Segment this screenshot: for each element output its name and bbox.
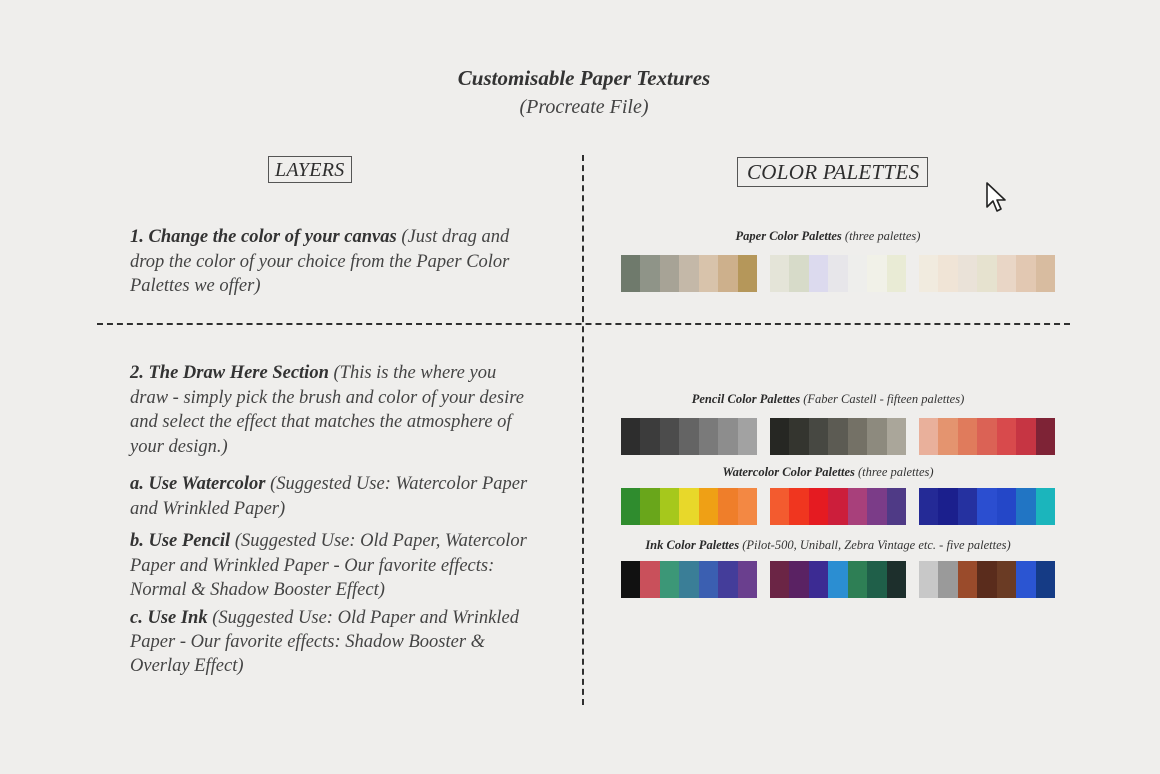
step-2-heading: 2. The Draw Here Section	[130, 363, 329, 383]
ink-palette-3-swatch[interactable]	[1036, 561, 1055, 598]
pencil-palette-3[interactable]	[919, 418, 1055, 455]
ink-palette-3-swatch[interactable]	[997, 561, 1016, 598]
step-b-heading: b. Use Pencil	[130, 531, 231, 551]
ink-palette-2-swatch[interactable]	[828, 561, 847, 598]
pencil-palette-3-swatch[interactable]	[1016, 418, 1035, 455]
paper-palette-3-swatch[interactable]	[958, 255, 977, 292]
step-a-instruction	[130, 472, 530, 521]
pencil-palette-1[interactable]	[621, 418, 757, 455]
pencil-palette-3-swatch[interactable]	[997, 418, 1016, 455]
step-b-text: (Suggested Use: Old Paper, Watercolor Paper and Wrinkled Paper - Our favorite effects: Normal & Shadow Booster Effect)	[130, 531, 527, 600]
watercolor-palette-1-swatch[interactable]	[679, 488, 698, 525]
watercolor-palette-2-swatch[interactable]	[848, 488, 867, 525]
step-1-heading: 1. Change the color of your canvas	[130, 227, 397, 247]
watercolor-palette-1[interactable]	[621, 488, 757, 525]
watercolor-palette-1-swatch[interactable]	[640, 488, 659, 525]
step-a-heading: a. Use Watercolor	[130, 474, 266, 494]
pencil-palette-2-swatch[interactable]	[809, 418, 828, 455]
pencil-palette-1-swatch[interactable]	[640, 418, 659, 455]
mouse-pointer-icon	[985, 181, 1009, 220]
watercolor-palette-2-swatch[interactable]	[887, 488, 906, 525]
step-2-instruction	[130, 361, 530, 459]
paper-palette-1-swatch[interactable]	[640, 255, 659, 292]
watercolor-palettes-title	[588, 465, 1068, 480]
step-c-heading: c. Use Ink	[130, 608, 208, 628]
watercolor-palette-1-swatch[interactable]	[660, 488, 679, 525]
ink-palette-3-swatch[interactable]	[977, 561, 996, 598]
paper-palettes-title	[588, 229, 1068, 244]
paper-palette-1-swatch[interactable]	[718, 255, 737, 292]
paper-palette-3[interactable]	[919, 255, 1055, 292]
pencil-palette-3-swatch[interactable]	[977, 418, 996, 455]
watercolor-palette-2-swatch[interactable]	[867, 488, 886, 525]
paper-palette-1-swatch[interactable]	[660, 255, 679, 292]
ink-palette-1-swatch[interactable]	[621, 561, 640, 598]
paper-palette-2-swatch[interactable]	[770, 255, 789, 292]
pencil-palette-3-swatch[interactable]	[1036, 418, 1055, 455]
step-c-instruction	[130, 606, 530, 678]
paper-palette-3-swatch[interactable]	[1016, 255, 1035, 292]
ink-palette-2-swatch[interactable]	[809, 561, 828, 598]
watercolor-palette-1-swatch[interactable]	[718, 488, 737, 525]
ink-palettes-title	[588, 538, 1068, 553]
watercolor-palette-3-swatch[interactable]	[958, 488, 977, 525]
watercolor-palette-2-swatch[interactable]	[770, 488, 789, 525]
paper-palette-3-swatch[interactable]	[977, 255, 996, 292]
vertical-dashed-divider	[582, 155, 584, 705]
watercolor-palette-1-swatch[interactable]	[738, 488, 757, 525]
page-title: Customisable Paper Textures	[457, 66, 711, 90]
ink-palette-2-swatch[interactable]	[770, 561, 789, 598]
color-palettes-section-label: COLOR PALETTES	[737, 157, 928, 187]
watercolor-palette-3-swatch[interactable]	[919, 488, 938, 525]
pencil-palette-2-swatch[interactable]	[867, 418, 886, 455]
watercolor-palette-3-swatch[interactable]	[1016, 488, 1035, 525]
paper-palette-3-swatch[interactable]	[919, 255, 938, 292]
ink-palette-3-swatch[interactable]	[938, 561, 957, 598]
ink-palette-3-swatch[interactable]	[919, 561, 938, 598]
pencil-palette-3-swatch[interactable]	[938, 418, 957, 455]
paper-palette-2-swatch[interactable]	[789, 255, 808, 292]
ink-palette-2-swatch[interactable]	[789, 561, 808, 598]
ink-palette-1[interactable]	[621, 561, 757, 598]
paper-palette-1[interactable]	[621, 255, 757, 292]
ink-palettes-heading: Ink Color Palettes	[645, 538, 740, 552]
pencil-palette-1-swatch[interactable]	[699, 418, 718, 455]
ink-palette-2-swatch[interactable]	[867, 561, 886, 598]
watercolor-palette-2[interactable]	[770, 488, 906, 525]
step-1-text: (Just drag and drop the color of your choice from the Paper Color Palettes we offer)	[130, 227, 510, 296]
watercolor-palette-2-swatch[interactable]	[789, 488, 808, 525]
watercolor-palettes-note: (three palettes)	[854, 465, 934, 479]
watercolor-palette-3-swatch[interactable]	[997, 488, 1016, 525]
ink-palette-1-swatch[interactable]	[718, 561, 737, 598]
horizontal-dashed-divider	[97, 323, 1070, 325]
ink-palette-1-swatch[interactable]	[679, 561, 698, 598]
step-b-instruction	[130, 529, 530, 603]
watercolor-palettes-heading: Watercolor Color Palettes	[722, 465, 855, 479]
pencil-palette-1-swatch[interactable]	[679, 418, 698, 455]
ink-palette-2-swatch[interactable]	[887, 561, 906, 598]
pencil-palette-3-swatch[interactable]	[919, 418, 938, 455]
ink-palette-1-swatch[interactable]	[640, 561, 659, 598]
ink-palette-1-swatch[interactable]	[660, 561, 679, 598]
pencil-palette-1-swatch[interactable]	[660, 418, 679, 455]
ink-palette-2[interactable]	[770, 561, 906, 598]
pencil-palettes-note: (Faber Castell - fifteen palettes)	[800, 392, 965, 406]
paper-palettes-heading: Paper Color Palettes	[735, 229, 842, 243]
layers-section-label: LAYERS	[268, 156, 352, 183]
paper-palette-3-swatch[interactable]	[938, 255, 957, 292]
ink-palette-1-swatch[interactable]	[738, 561, 757, 598]
paper-palette-2[interactable]	[770, 255, 906, 292]
paper-palettes-note: (three palettes)	[841, 229, 921, 243]
paper-palette-2-swatch[interactable]	[887, 255, 906, 292]
paper-palette-3-swatch[interactable]	[1036, 255, 1055, 292]
pencil-palette-2-swatch[interactable]	[887, 418, 906, 455]
watercolor-palette-1-swatch[interactable]	[699, 488, 718, 525]
watercolor-palette-2-swatch[interactable]	[828, 488, 847, 525]
pencil-palette-3-swatch[interactable]	[958, 418, 977, 455]
paper-palette-3-swatch[interactable]	[997, 255, 1016, 292]
paper-palette-1-swatch[interactable]	[738, 255, 757, 292]
step-c-text: (Suggested Use: Old Paper and Wrinkled Paper - Our favorite effects: Shadow Booster & Overlay Effect)	[130, 608, 519, 676]
step-2-text: (This is the where you draw - simply pick the brush and color of your desire and select the effect that matches the atmosphere of your design.)	[130, 363, 524, 457]
paper-palette-1-swatch[interactable]	[679, 255, 698, 292]
pencil-palette-2[interactable]	[770, 418, 906, 455]
paper-palette-2-swatch[interactable]	[867, 255, 886, 292]
paper-palette-2-swatch[interactable]	[848, 255, 867, 292]
watercolor-palette-2-swatch[interactable]	[809, 488, 828, 525]
step-1-instruction	[130, 225, 530, 299]
ink-palette-3-swatch[interactable]	[1016, 561, 1035, 598]
ink-palette-2-swatch[interactable]	[848, 561, 867, 598]
pencil-palette-2-swatch[interactable]	[848, 418, 867, 455]
pencil-palette-1-swatch[interactable]	[738, 418, 757, 455]
pencil-palette-2-swatch[interactable]	[789, 418, 808, 455]
page-subtitle: (Procreate File)	[519, 96, 649, 118]
pencil-palette-1-swatch[interactable]	[718, 418, 737, 455]
watercolor-palette-3[interactable]	[919, 488, 1055, 525]
watercolor-palette-3-swatch[interactable]	[1036, 488, 1055, 525]
pencil-palettes-title	[588, 392, 1068, 407]
pencil-palette-1-swatch[interactable]	[621, 418, 640, 455]
paper-palette-2-swatch[interactable]	[809, 255, 828, 292]
ink-palette-1-swatch[interactable]	[699, 561, 718, 598]
ink-palette-3[interactable]	[919, 561, 1055, 598]
ink-palette-3-swatch[interactable]	[958, 561, 977, 598]
ink-palettes-note: (Pilot-500, Uniball, Zebra Vintage etc. - five palettes)	[739, 538, 1011, 552]
watercolor-palette-1-swatch[interactable]	[621, 488, 640, 525]
pencil-palette-2-swatch[interactable]	[828, 418, 847, 455]
watercolor-palette-3-swatch[interactable]	[977, 488, 996, 525]
step-a-text: (Suggested Use: Watercolor Paper and Wrinkled Paper)	[130, 474, 528, 519]
paper-palette-1-swatch[interactable]	[699, 255, 718, 292]
watercolor-palette-3-swatch[interactable]	[938, 488, 957, 525]
pencil-palettes-heading: Pencil Color Palettes	[691, 392, 801, 406]
paper-palette-1-swatch[interactable]	[621, 255, 640, 292]
pencil-palette-2-swatch[interactable]	[770, 418, 789, 455]
paper-palette-2-swatch[interactable]	[828, 255, 847, 292]
